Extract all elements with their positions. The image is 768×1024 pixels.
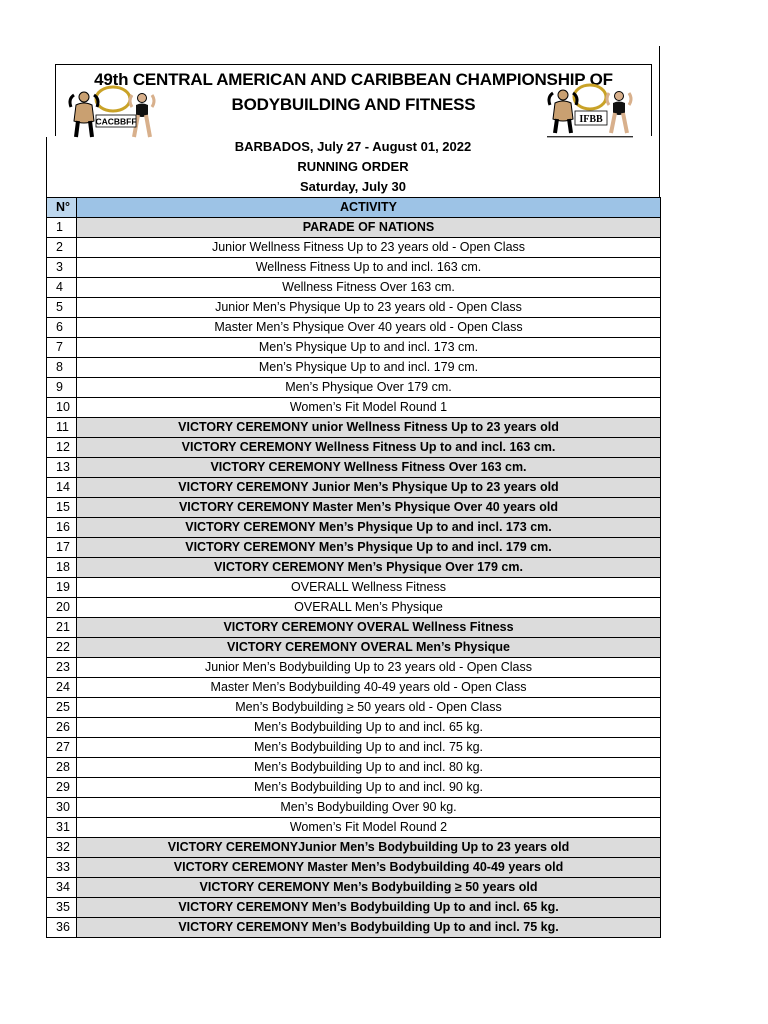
row-activity: Women’s Fit Model Round 1 <box>77 398 661 418</box>
table-row <box>47 898 661 918</box>
table-row <box>47 918 661 938</box>
row-activity: Men’s Physique Up to and incl. 179 cm. <box>77 358 661 378</box>
row-activity: VICTORY CEREMONY Master Men’s Physique Over 40 years old <box>77 498 661 518</box>
table-row <box>47 818 661 838</box>
table-row <box>47 718 661 738</box>
row-activity: VICTORY CEREMONYJunior Men’s Bodybuilding Up to 23 years old <box>77 838 661 858</box>
row-number: 4 <box>47 278 77 298</box>
location-dates: BARBADOS, July 27 - August 01, 2022 <box>234 139 472 154</box>
row-number: 24 <box>47 678 77 698</box>
running-order-table <box>46 197 661 938</box>
table-row <box>47 698 661 718</box>
row-number: 10 <box>47 398 77 418</box>
row-activity: Master Men’s Physique Over 40 years old - Open Class <box>77 318 661 338</box>
row-activity: Men’s Bodybuilding Up to and incl. 65 kg. <box>77 718 661 738</box>
row-activity: Men’s Bodybuilding Up to and incl. 75 kg. <box>77 738 661 758</box>
row-number: 8 <box>47 358 77 378</box>
row-activity: VICTORY CEREMONY Men’s Physique Up to and incl. 173 cm. <box>77 518 661 538</box>
row-activity: Wellness Fitness Up to and incl. 163 cm. <box>77 258 661 278</box>
table-row <box>47 798 661 818</box>
table-row <box>47 358 661 378</box>
table-row <box>47 338 661 358</box>
row-activity: VICTORY CEREMONY Master Men’s Bodybuilding 40-49 years old <box>77 858 661 878</box>
row-number: 12 <box>47 438 77 458</box>
table-row <box>47 578 661 598</box>
row-activity: Wellness Fitness Over 163 cm. <box>77 278 661 298</box>
cacbbff-logo-text: CACBBFF <box>95 116 137 127</box>
row-number: 3 <box>47 258 77 278</box>
row-activity: VICTORY CEREMONY Junior Men’s Physique Up to 23 years old <box>77 478 661 498</box>
row-activity: Men’s Bodybuilding ≥ 50 years old - Open Class <box>77 698 661 718</box>
row-activity: VICTORY CEREMONY unior Wellness Fitness Up to 23 years old <box>77 418 661 438</box>
table-row <box>47 398 661 418</box>
table-row <box>47 758 661 778</box>
row-number: 17 <box>47 538 77 558</box>
table-row <box>47 738 661 758</box>
table-row <box>47 258 661 278</box>
row-activity: Men’s Physique Up to and incl. 173 cm. <box>77 338 661 358</box>
title-line-1: 49th CENTRAL AMERICAN AND CARIBBEAN CHAMPIONSHIP OF <box>94 70 613 89</box>
ifbb-logo-text: IFBB <box>579 114 603 125</box>
row-activity: VICTORY CEREMONY Wellness Fitness Over 163 cm. <box>77 458 661 478</box>
table-row <box>47 658 661 678</box>
row-number: 11 <box>47 418 77 438</box>
ifbb-logo <box>543 83 638 141</box>
row-activity: VICTORY CEREMONY Men’s Bodybuilding Up to and incl. 65 kg. <box>77 898 661 918</box>
row-number: 18 <box>47 558 77 578</box>
table-row <box>47 378 661 398</box>
column-header-activity: ACTIVITY <box>77 198 661 218</box>
table-row <box>47 478 661 498</box>
row-number: 13 <box>47 458 77 478</box>
row-number: 20 <box>47 598 77 618</box>
table-row <box>47 298 661 318</box>
event-day: Saturday, July 30 <box>300 179 406 194</box>
row-number: 6 <box>47 318 77 338</box>
table-row <box>47 678 661 698</box>
table-row <box>47 538 661 558</box>
row-number: 19 <box>47 578 77 598</box>
row-activity: Junior Men’s Physique Up to 23 years old - Open Class <box>77 298 661 318</box>
table-row <box>47 498 661 518</box>
row-activity: Men’s Bodybuilding Over 90 kg. <box>77 798 661 818</box>
cacbbff-logo <box>66 85 161 139</box>
row-number: 1 <box>47 218 77 238</box>
row-number: 15 <box>47 498 77 518</box>
row-activity: PARADE OF NATIONS <box>77 218 661 238</box>
row-number: 14 <box>47 478 77 498</box>
table-row <box>47 858 661 878</box>
title-line-2: BODYBUILDING AND FITNESS <box>231 95 476 114</box>
row-number: 29 <box>47 778 77 798</box>
row-activity: Men’s Bodybuilding Up to and incl. 80 kg. <box>77 758 661 778</box>
header-box <box>55 64 652 136</box>
row-activity: Master Men’s Bodybuilding 40-49 years old - Open Class <box>77 678 661 698</box>
row-activity: OVERALL Men’s Physique <box>77 598 661 618</box>
row-number: 28 <box>47 758 77 778</box>
row-number: 32 <box>47 838 77 858</box>
row-number: 34 <box>47 878 77 898</box>
table-row <box>47 278 661 298</box>
table-row <box>47 458 661 478</box>
row-number: 21 <box>47 618 77 638</box>
row-number: 27 <box>47 738 77 758</box>
event-info <box>46 137 660 197</box>
row-number: 31 <box>47 818 77 838</box>
row-activity: Junior Men’s Bodybuilding Up to 23 years old - Open Class <box>77 658 661 678</box>
table-row <box>47 438 661 458</box>
column-header-number: N° <box>47 198 77 218</box>
table-header-row <box>47 198 661 218</box>
table-row <box>47 638 661 658</box>
row-activity: VICTORY CEREMONY Men’s Bodybuilding ≥ 50 years old <box>77 878 661 898</box>
row-activity: Junior Wellness Fitness Up to 23 years old - Open Class <box>77 238 661 258</box>
row-activity: VICTORY CEREMONY OVERAL Men’s Physique <box>77 638 661 658</box>
table-row <box>47 418 661 438</box>
row-number: 26 <box>47 718 77 738</box>
row-activity: VICTORY CEREMONY OVERAL Wellness Fitness <box>77 618 661 638</box>
row-number: 33 <box>47 858 77 878</box>
row-number: 22 <box>47 638 77 658</box>
row-number: 7 <box>47 338 77 358</box>
table-row <box>47 618 661 638</box>
table-row <box>47 878 661 898</box>
row-number: 9 <box>47 378 77 398</box>
table-row <box>47 558 661 578</box>
row-number: 2 <box>47 238 77 258</box>
row-number: 16 <box>47 518 77 538</box>
document-title: RUNNING ORDER <box>297 159 409 174</box>
table-row <box>47 778 661 798</box>
table-row <box>47 518 661 538</box>
row-activity: Men’s Physique Over 179 cm. <box>77 378 661 398</box>
row-activity: Women’s Fit Model Round 2 <box>77 818 661 838</box>
row-activity: OVERALL Wellness Fitness <box>77 578 661 598</box>
row-number: 35 <box>47 898 77 918</box>
table-row <box>47 238 661 258</box>
row-number: 36 <box>47 918 77 938</box>
row-activity: VICTORY CEREMONY Men’s Bodybuilding Up to and incl. 75 kg. <box>77 918 661 938</box>
row-number: 23 <box>47 658 77 678</box>
table-row <box>47 318 661 338</box>
row-number: 5 <box>47 298 77 318</box>
row-number: 30 <box>47 798 77 818</box>
table-row <box>47 218 661 238</box>
row-number: 25 <box>47 698 77 718</box>
row-activity: Men’s Bodybuilding Up to and incl. 90 kg. <box>77 778 661 798</box>
table-row <box>47 838 661 858</box>
row-activity: VICTORY CEREMONY Wellness Fitness Up to and incl. 163 cm. <box>77 438 661 458</box>
row-activity: VICTORY CEREMONY Men’s Physique Up to and incl. 179 cm. <box>77 538 661 558</box>
table-body <box>47 218 661 938</box>
row-activity: VICTORY CEREMONY Men’s Physique Over 179 cm. <box>77 558 661 578</box>
table-row <box>47 598 661 618</box>
